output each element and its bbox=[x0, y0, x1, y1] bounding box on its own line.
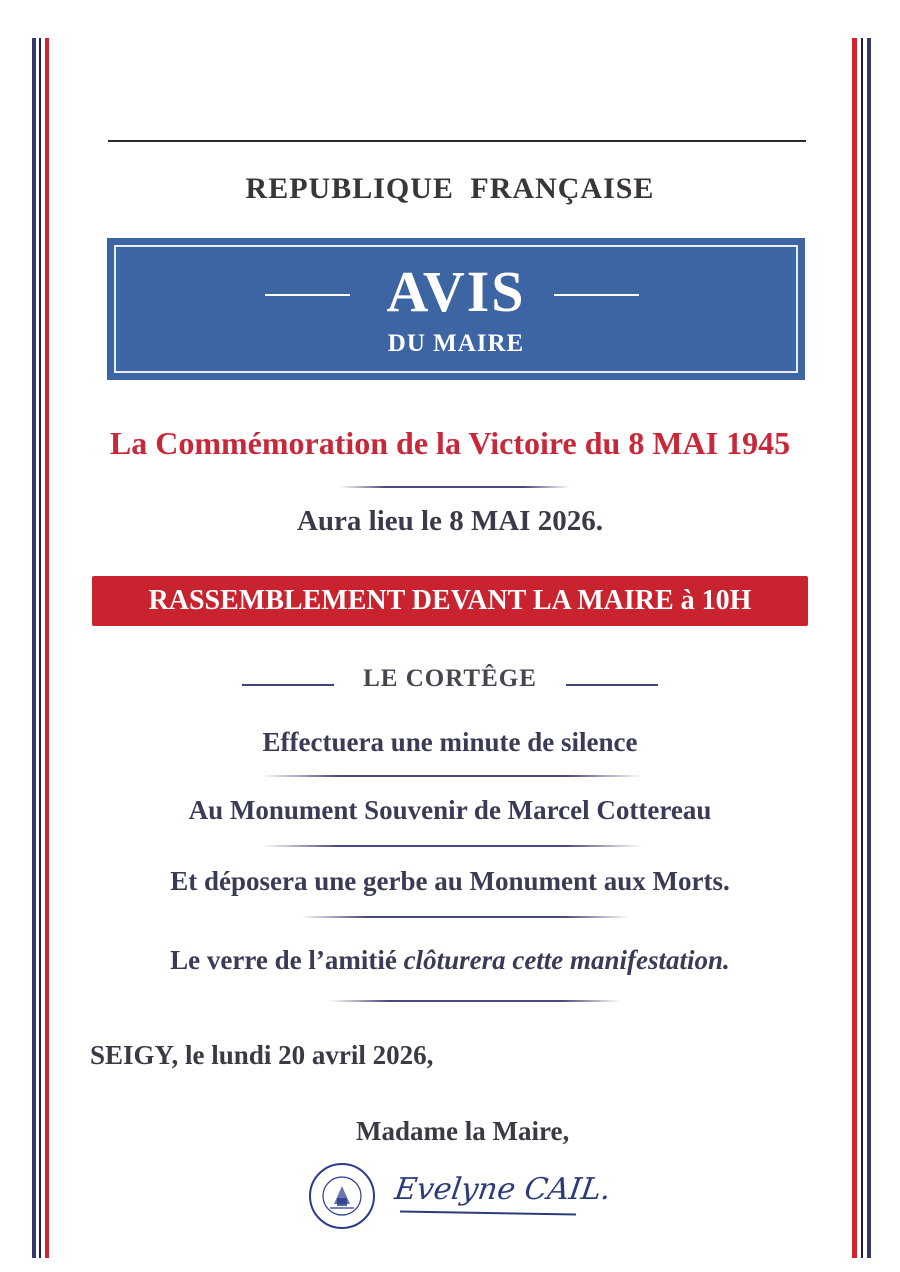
cortege-line-4-italic: clôturera cette manifestation. bbox=[403, 945, 730, 975]
left-thin-stripe bbox=[39, 38, 41, 1258]
rassemblement-text: RASSEMBLEMENT DEVANT LA MAIRE à 10H bbox=[148, 585, 752, 616]
republique-heading: REPUBLIQUE FRANÇAISE bbox=[245, 172, 655, 205]
mayor-signature: Evelyne CAIL. bbox=[392, 1172, 614, 1207]
avis-banner bbox=[107, 238, 805, 380]
separator-1 bbox=[262, 775, 642, 777]
cortege-line-3: Et déposera une gerbe au Monument aux Morts. bbox=[170, 866, 730, 896]
place-date: SEIGY, le lundi 20 avril 2026, bbox=[90, 1040, 434, 1070]
cortege-right-rule bbox=[566, 684, 658, 686]
rassemblement-banner bbox=[92, 576, 808, 626]
cortege-line-4-regular: Le verre de l’amitié bbox=[170, 945, 404, 975]
separator-commemoration bbox=[340, 486, 570, 488]
separator-3 bbox=[300, 916, 630, 918]
cortege-heading: LE CORTÊGE bbox=[363, 665, 537, 692]
right-red-stripe bbox=[852, 38, 857, 1258]
separator-4 bbox=[330, 1000, 620, 1002]
separator-2 bbox=[262, 845, 642, 847]
top-rule bbox=[108, 140, 806, 142]
left-blue-stripe bbox=[32, 38, 36, 1258]
signature-underline bbox=[400, 1210, 576, 1215]
cortege-line-2: Au Monument Souvenir de Marcel Cottereau bbox=[188, 795, 712, 825]
avis-subtitle: DU MAIRE bbox=[387, 330, 525, 357]
cortege-line-1: Effectuera une minute de silence bbox=[262, 727, 638, 757]
signatory-title: Madame la Maire, bbox=[356, 1116, 570, 1146]
avis-title: AVIS bbox=[386, 259, 526, 324]
commemoration-title: La Commémoration de la Victoire du 8 MAI 1945 bbox=[109, 425, 791, 461]
event-date: Aura lieu le 8 MAI 2026. bbox=[296, 505, 604, 537]
cortege-line-4 bbox=[0, 945, 900, 976]
right-blue-stripe bbox=[867, 38, 871, 1258]
avis-right-rule bbox=[554, 294, 639, 296]
mairie-seal-icon bbox=[308, 1162, 376, 1230]
right-thin-stripe bbox=[861, 38, 863, 1258]
left-red-stripe bbox=[45, 38, 49, 1258]
